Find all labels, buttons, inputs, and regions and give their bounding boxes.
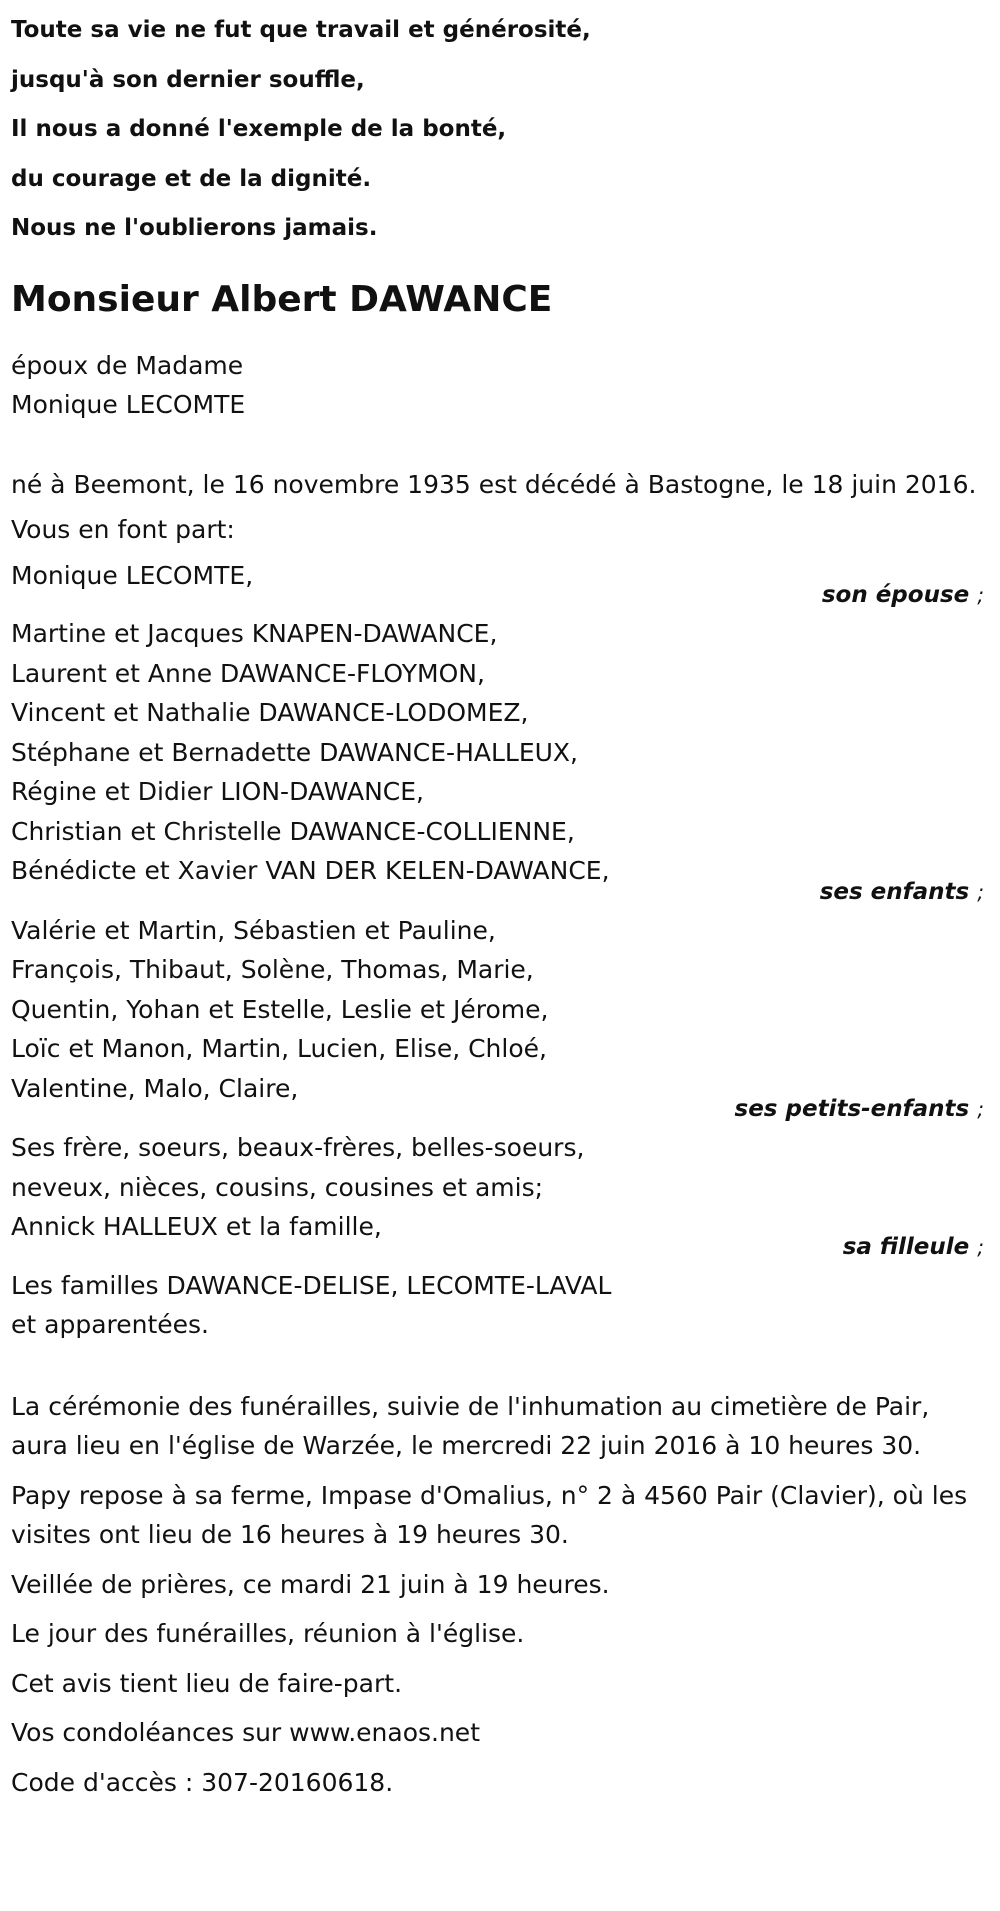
families-line: et apparentées.: [11, 1310, 209, 1339]
ceremony-info: [11, 1387, 990, 1803]
role-separator: ;: [977, 1234, 984, 1259]
family-name-line: Quentin, Yohan et Estelle, Leslie et Jérome,: [11, 994, 549, 1024]
family-name-line: Bénédicte et Xavier VAN DER KELEN-DAWANCE,: [11, 856, 610, 885]
family-name-line: François, Thibaut, Solène, Thomas, Marie,: [11, 955, 534, 984]
family-name-line: Annick HALLEUX et la famille,: [11, 1212, 382, 1241]
spouse-info: [11, 346, 990, 425]
family-name-line: Laurent et Anne DAWANCE-FLOYMON,: [11, 658, 485, 688]
role-text: son épouse: [821, 582, 970, 608]
family-name-line: Ses frère, soeurs, beaux-frères, belles-soeurs,: [11, 1133, 585, 1162]
poem-line: du courage et de la dignité.: [11, 165, 372, 192]
family-group-enfants: [11, 614, 990, 905]
family-name-line: Valentine, Malo, Claire,: [11, 1073, 299, 1103]
role-label: [11, 1234, 990, 1260]
birth-death-info: né à Beemont, le 16 novembre 1935 est décédé à Bastogne, le 18 juin 2016.: [11, 469, 977, 499]
families-line: Les familles DAWANCE-DELISE, LECOMTE-LAVAL: [11, 1270, 612, 1300]
condolences-paragraph: Vos condoléances sur www.enaos.net: [11, 1718, 480, 1747]
access-code-paragraph: Code d'accès : 307-20160618.: [11, 1767, 394, 1797]
family-name-line: Stéphane et Bernadette DAWANCE-HALLEUX,: [11, 737, 579, 767]
poem-line: jusqu'à son dernier souffle,: [11, 66, 365, 93]
family-name-line: Vincent et Nathalie DAWANCE-LODOMEZ,: [11, 698, 529, 727]
family-group-epouse: [11, 556, 990, 609]
role-separator: ;: [977, 1097, 984, 1121]
role-separator: ;: [977, 879, 984, 904]
meeting-paragraph: Le jour des funérailles, réunion à l'église.: [11, 1619, 525, 1648]
family-name-line: Régine et Didier LION-DAWANCE,: [11, 777, 424, 806]
family-group-filleule: [11, 1128, 990, 1260]
role-label: [11, 1096, 990, 1122]
visit-paragraph: Papy repose à sa ferme, Impase d'Omalius, n° 2 à 4560 Pair (Clavier), où les visites ont lieu de 16 heures à 19 heures 30.: [11, 1480, 968, 1549]
role-label: [11, 879, 990, 905]
poem-line: Nous ne l'oublierons jamais.: [11, 215, 378, 241]
family-name-line: Valérie et Martin, Sébastien et Pauline,: [11, 915, 496, 945]
announce-text: Vous en font part:: [11, 515, 235, 544]
role-label: [11, 582, 990, 608]
poem-line: Toute sa vie ne fut que travail et générosité,: [11, 17, 591, 43]
family-name-line: Loïc et Manon, Martin, Lucien, Elise, Chloé,: [11, 1034, 547, 1063]
family-name-line: Monique LECOMTE,: [11, 560, 254, 590]
role-text: ses petits-enfants: [734, 1096, 970, 1122]
spouse-line: époux de Madame: [11, 350, 244, 380]
notice-paragraph: Cet avis tient lieu de faire-part.: [11, 1668, 403, 1698]
family-group-petits-enfants: [11, 911, 990, 1123]
role-text: sa filleule: [842, 1233, 970, 1260]
role-text: ses enfants: [819, 878, 970, 905]
family-name-line: Martine et Jacques KNAPEN-DAWANCE,: [11, 619, 498, 648]
vigil-paragraph: Veillée de prières, ce mardi 21 juin à 19 heures.: [11, 1569, 610, 1599]
role-separator: ;: [977, 583, 984, 607]
family-name-line: neveux, nièces, cousins, cousines et amis;: [11, 1172, 544, 1202]
ceremony-paragraph: La cérémonie des funérailles, suivie de l'inhumation au cimetière de Pair, aura lieu en l'église de Warzée, le mercredi 22 juin 2016 à 10 heures 30.: [11, 1391, 930, 1460]
poem: [11, 6, 990, 254]
poem-line: Il nous a donné l'exemple de la bonté,: [11, 116, 507, 142]
families-block: [11, 1266, 990, 1345]
deceased-name: Monsieur Albert DAWANCE: [11, 278, 553, 320]
family-name-line: Christian et Christelle DAWANCE-COLLIENNE,: [11, 816, 575, 846]
spouse-line: Monique LECOMTE: [11, 390, 246, 419]
